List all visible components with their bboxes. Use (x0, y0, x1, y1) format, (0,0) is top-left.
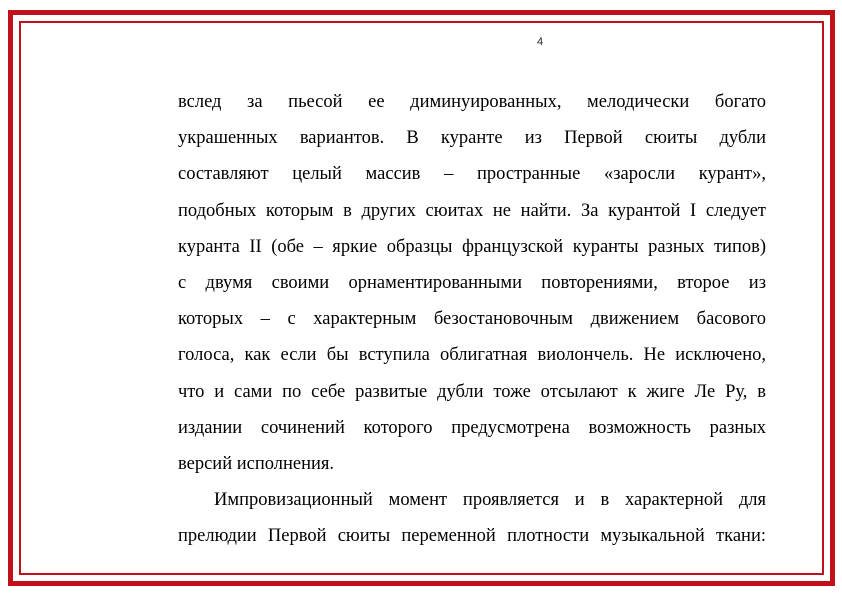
text-line: украшенных вариантов. В куранте из Первой сюиты дубли (178, 128, 766, 149)
paragraph-end-line: версий исполнения. (178, 453, 335, 474)
paragraph-start-line: Импровизационный момент проявляется и в характерной для (214, 490, 766, 511)
text-line: которых – с характерным безостановочным движением басового (178, 309, 766, 330)
text-line: с двумя своими орнаментированными повторениями, второе из (178, 272, 766, 293)
text-line: куранта II (обе – яркие образцы французской куранты разных типов) (178, 236, 766, 257)
text-line: голоса, как если бы вступила облигатная виолончель. Не исключено, (178, 345, 766, 366)
text-line: прелюдии Первой сюиты переменной плотности музыкальной ткани: (178, 526, 766, 547)
text-line: издании сочинений которого предусмотрена возможность разных (178, 417, 766, 438)
text-line: вслед за пьесой ее диминуированных, мелодически богато (178, 92, 766, 112)
text-line: составляют целый массив – пространные «заросли курант», (178, 164, 766, 185)
page-number: 4 (537, 36, 544, 48)
text-line: подобных которым в других сюитах не найти. За курантой I следует (178, 200, 766, 221)
body-text (178, 84, 766, 554)
text-line: что и сами по себе развитые дубли тоже отсылают к жиге Ле Ру, в (178, 381, 766, 402)
